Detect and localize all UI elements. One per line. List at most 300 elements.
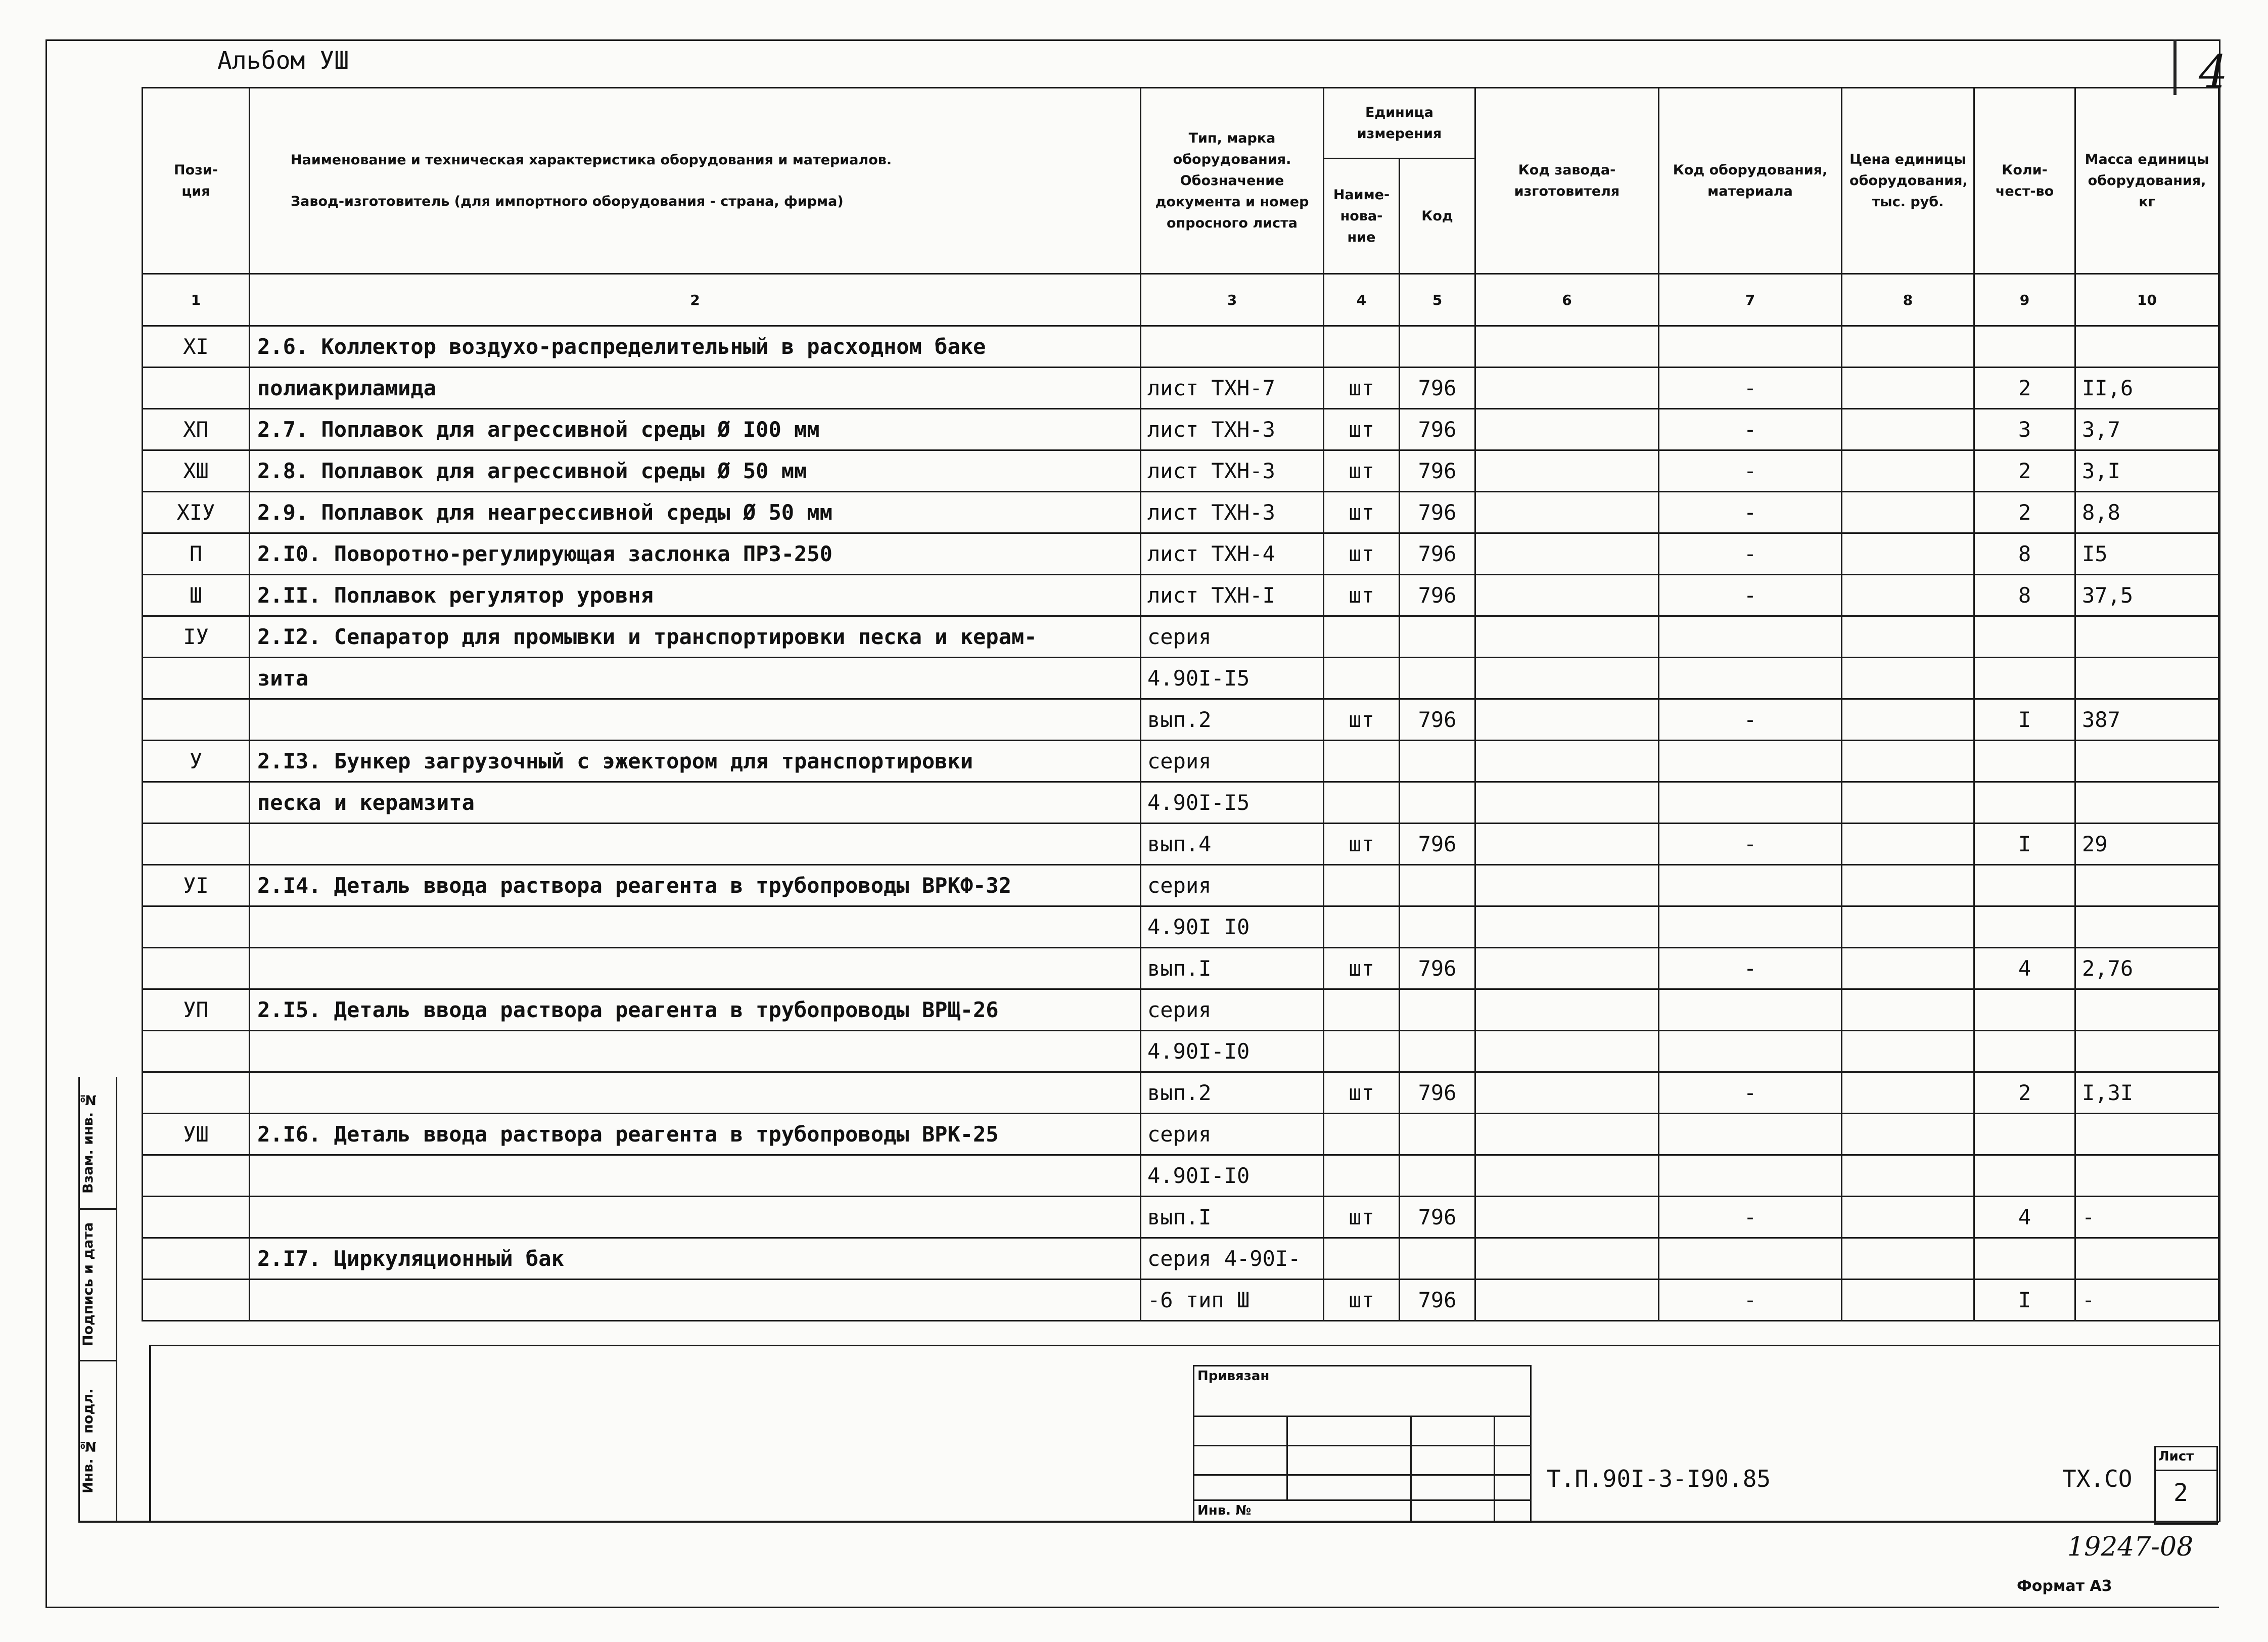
cell-pos: ХШ [143, 450, 250, 492]
frame-bottom [45, 1607, 2219, 1608]
cell-factory [1475, 741, 1659, 782]
cell-factory [1475, 824, 1659, 865]
side-signature-date-label: Подпись и дата [80, 1222, 96, 1346]
cell-mass: 37,5 [2075, 575, 2219, 616]
cell-equip [1659, 989, 1842, 1031]
cell-name: 2.I2. Сепаратор для промывки и транспортировки песка и керам- [250, 616, 1141, 658]
cell-code: 796 [1400, 409, 1475, 450]
cell-qty [1974, 865, 2075, 906]
cell-mass [2075, 1031, 2219, 1072]
cell-price [1842, 409, 1974, 450]
cell-equip [1659, 326, 1842, 368]
cell-code [1400, 1031, 1475, 1072]
column-number: 1 [143, 274, 250, 326]
cell-factory [1475, 533, 1659, 575]
header-price: Цена единицы оборудования, тыс. руб. [1842, 88, 1974, 274]
cell-price [1842, 533, 1974, 575]
cell-name [250, 1031, 1141, 1072]
cell-code [1400, 989, 1475, 1031]
cell-factory [1475, 1238, 1659, 1280]
cell-name [250, 1197, 1141, 1238]
cell-code: 796 [1400, 824, 1475, 865]
cell-price [1842, 865, 1974, 906]
cell-factory [1475, 492, 1659, 533]
side-replaced-inv-label: Взам. инв. № [80, 1091, 96, 1194]
cell-mass [2075, 616, 2219, 658]
cell-price [1842, 616, 1974, 658]
album-title: Альбом УШ [217, 47, 349, 75]
cell-qty: 4 [1974, 1197, 2075, 1238]
cell-name [250, 906, 1141, 948]
cell-factory [1475, 989, 1659, 1031]
table-row [143, 533, 2219, 575]
cell-price [1842, 492, 1974, 533]
cell-price [1842, 1155, 1974, 1197]
cell-price [1842, 1197, 1974, 1238]
cell-price [1842, 741, 1974, 782]
stamp-inv-label: Инв. № [1194, 1500, 1411, 1523]
cell-code [1400, 1114, 1475, 1155]
cell-mass [2075, 782, 2219, 824]
inner-frame-divider [149, 1345, 2219, 1346]
cell-price [1842, 450, 1974, 492]
header-mass: Масса единицы оборудования, кг [2075, 88, 2219, 274]
frame-top [45, 39, 2219, 41]
cell-mass: 3,7 [2075, 409, 2219, 450]
cell-pos: XI [143, 326, 250, 368]
cell-price [1842, 699, 1974, 741]
cell-equip: - [1659, 409, 1842, 450]
cell-name [250, 1072, 1141, 1114]
cell-unit: шт [1324, 1197, 1400, 1238]
cell-type: лист ТХН-4 [1141, 533, 1324, 575]
cell-name: 2.I0. Поворотно-регулирующая заслонка ПРЗ-250 [250, 533, 1141, 575]
cell-factory [1475, 1031, 1659, 1072]
cell-unit [1324, 741, 1400, 782]
cell-mass [2075, 1155, 2219, 1197]
cell-name [250, 824, 1141, 865]
header-name [250, 88, 1141, 274]
cell-code: 796 [1400, 533, 1475, 575]
cell-type: вып.4 [1141, 824, 1324, 865]
header-name-line1: Наименование и техническая характеристика оборудования и материалов. [291, 152, 892, 168]
cell-qty [1974, 1114, 2075, 1155]
table-row [143, 1072, 2219, 1114]
cell-qty [1974, 782, 2075, 824]
cell-unit [1324, 989, 1400, 1031]
cell-qty [1974, 1031, 2075, 1072]
page-corner-number: 4 [2199, 45, 2228, 99]
cell-factory [1475, 1280, 1659, 1321]
cell-code: 796 [1400, 1197, 1475, 1238]
cell-price [1842, 824, 1974, 865]
cell-qty: 2 [1974, 1072, 2075, 1114]
cell-pos [143, 1031, 250, 1072]
cell-mass [2075, 1114, 2219, 1155]
cell-code [1400, 616, 1475, 658]
table-row [143, 741, 2219, 782]
cell-name: 2.I5. Деталь ввода раствора реагента в трубопроводы ВРЩ-26 [250, 989, 1141, 1031]
cell-price [1842, 1031, 1974, 1072]
cell-pos: УШ [143, 1114, 250, 1155]
cell-type: лист ТХН-3 [1141, 492, 1324, 533]
header-unit-name: Наиме-нова-ние [1324, 159, 1400, 274]
cell-qty [1974, 326, 2075, 368]
cell-qty [1974, 658, 2075, 699]
cell-name: песка и керамзита [250, 782, 1141, 824]
cell-mass: 2,76 [2075, 948, 2219, 989]
cell-pos [143, 1072, 250, 1114]
frame-left [45, 39, 47, 1607]
cell-type: серия [1141, 741, 1324, 782]
cell-pos [143, 1280, 250, 1321]
header-type: Тип, марка оборудования. Обозначение документа и номер опросного листа [1141, 88, 1324, 274]
cell-qty: 4 [1974, 948, 2075, 989]
approval-stamp [1193, 1365, 1532, 1522]
cell-pos: XIУ [143, 492, 250, 533]
cell-type: серия [1141, 616, 1324, 658]
inventory-number: 19247-08 [2067, 1532, 2194, 1562]
cell-code [1400, 326, 1475, 368]
cell-pos: УП [143, 989, 250, 1031]
cell-name [250, 1280, 1141, 1321]
cell-type: 4.90I-I5 [1141, 782, 1324, 824]
cell-equip: - [1659, 1197, 1842, 1238]
cell-qty: I [1974, 699, 2075, 741]
cell-name: 2.II. Поплавок регулятор уровня [250, 575, 1141, 616]
cell-mass [2075, 1238, 2219, 1280]
table-row [143, 1114, 2219, 1155]
cell-pos [143, 824, 250, 865]
table-row [143, 1197, 2219, 1238]
header-name-line2: Завод-изготовитель (для импортного оборудования - страна, фирма) [291, 193, 844, 209]
side-original-inv-label: Инв. № подл. [80, 1388, 96, 1493]
cell-pos [143, 782, 250, 824]
column-number: 4 [1324, 274, 1400, 326]
cell-name [250, 948, 1141, 989]
cell-qty: 2 [1974, 492, 2075, 533]
cell-code [1400, 1155, 1475, 1197]
cell-unit: шт [1324, 450, 1400, 492]
table-row [143, 906, 2219, 948]
sheet-number: 2 [2173, 1479, 2188, 1507]
cell-pos [143, 906, 250, 948]
cell-mass: - [2075, 1280, 2219, 1321]
cell-code [1400, 741, 1475, 782]
cell-equip: - [1659, 1280, 1842, 1321]
header-factory-code: Код завода-изготовителя [1475, 88, 1659, 274]
cell-name: 2.I6. Деталь ввода раствора реагента в трубопроводы ВРК-25 [250, 1114, 1141, 1155]
cell-code: 796 [1400, 1280, 1475, 1321]
cell-mass [2075, 326, 2219, 368]
cell-price [1842, 782, 1974, 824]
table-row [143, 1238, 2219, 1280]
cell-code: 796 [1400, 1072, 1475, 1114]
cell-price [1842, 1114, 1974, 1155]
cell-unit: шт [1324, 409, 1400, 450]
sheet-mark: ТХ.СО [2062, 1465, 2133, 1492]
cell-code: 796 [1400, 575, 1475, 616]
cell-factory [1475, 865, 1659, 906]
table-row [143, 409, 2219, 450]
cell-pos: ХП [143, 409, 250, 450]
cell-equip [1659, 865, 1842, 906]
table-row [143, 1155, 2219, 1197]
cell-factory [1475, 409, 1659, 450]
column-number: 6 [1475, 274, 1659, 326]
cell-factory [1475, 368, 1659, 409]
cell-mass [2075, 741, 2219, 782]
cell-unit [1324, 1031, 1400, 1072]
sheet-label: Лист [2158, 1449, 2194, 1464]
cell-mass: I,3I [2075, 1072, 2219, 1114]
cell-unit: шт [1324, 575, 1400, 616]
cell-equip [1659, 1155, 1842, 1197]
cell-qty: 2 [1974, 368, 2075, 409]
cell-pos [143, 1155, 250, 1197]
cell-factory [1475, 1155, 1659, 1197]
header-quantity: Коли-чест-во [1974, 88, 2075, 274]
cell-pos: У [143, 741, 250, 782]
cell-code: 796 [1400, 450, 1475, 492]
cell-type: вып.2 [1141, 1072, 1324, 1114]
cell-unit [1324, 616, 1400, 658]
cell-type: вып.I [1141, 1197, 1324, 1238]
table-row [143, 492, 2219, 533]
cell-mass [2075, 865, 2219, 906]
cell-pos [143, 658, 250, 699]
cell-type: вып.I [1141, 948, 1324, 989]
cell-factory [1475, 906, 1659, 948]
cell-price [1842, 1280, 1974, 1321]
cell-name [250, 699, 1141, 741]
cell-unit: шт [1324, 1280, 1400, 1321]
cell-factory [1475, 699, 1659, 741]
cell-equip [1659, 1031, 1842, 1072]
cell-code: 796 [1400, 699, 1475, 741]
cell-unit: шт [1324, 948, 1400, 989]
cell-name: полиакриламида [250, 368, 1141, 409]
cell-name: 2.I7. Циркуляционный бак [250, 1238, 1141, 1280]
cell-code: 796 [1400, 492, 1475, 533]
cell-code [1400, 658, 1475, 699]
cell-pos: IУ [143, 616, 250, 658]
table-row [143, 824, 2219, 865]
cell-price [1842, 948, 1974, 989]
cell-name: 2.6. Коллектор воздухо-распределительный в расходном баке [250, 326, 1141, 368]
cell-mass: II,6 [2075, 368, 2219, 409]
cell-mass [2075, 989, 2219, 1031]
cell-qty: 2 [1974, 450, 2075, 492]
cell-price [1842, 658, 1974, 699]
cell-factory [1475, 1114, 1659, 1155]
column-number: 9 [1974, 274, 2075, 326]
cell-type: лист ТХН-7 [1141, 368, 1324, 409]
cell-factory [1475, 1197, 1659, 1238]
cell-qty [1974, 1238, 2075, 1280]
cell-unit [1324, 326, 1400, 368]
cell-unit: шт [1324, 533, 1400, 575]
table-row [143, 575, 2219, 616]
table-row [143, 782, 2219, 824]
cell-equip: - [1659, 450, 1842, 492]
cell-unit [1324, 906, 1400, 948]
cell-factory [1475, 658, 1659, 699]
cell-code: 796 [1400, 948, 1475, 989]
table-row [143, 699, 2219, 741]
cell-code: 796 [1400, 368, 1475, 409]
cell-type [1141, 326, 1324, 368]
cell-type: серия [1141, 989, 1324, 1031]
cell-equip: - [1659, 1072, 1842, 1114]
cell-factory [1475, 575, 1659, 616]
cell-code [1400, 1238, 1475, 1280]
cell-pos [143, 1238, 250, 1280]
cell-price [1842, 906, 1974, 948]
cell-type: лист ТХН-3 [1141, 450, 1324, 492]
table-row [143, 865, 2219, 906]
cell-name: 2.9. Поплавок для неагрессивной среды Ø 50 мм [250, 492, 1141, 533]
document-code: Т.П.90I-3-I90.85 [1547, 1465, 1771, 1492]
cell-type: лист ТХН-I [1141, 575, 1324, 616]
table-row [143, 1031, 2219, 1072]
table-row [143, 450, 2219, 492]
stamp-bound-label: Привязан [1194, 1366, 1531, 1417]
format-label: Формат А3 [2017, 1577, 2112, 1595]
cell-unit: шт [1324, 824, 1400, 865]
cell-unit: шт [1324, 368, 1400, 409]
cell-equip: - [1659, 492, 1842, 533]
table-row [143, 989, 2219, 1031]
cell-price [1842, 1238, 1974, 1280]
column-number: 3 [1141, 274, 1324, 326]
cell-qty [1974, 616, 2075, 658]
column-number: 2 [250, 274, 1141, 326]
table-row [143, 1280, 2219, 1321]
cell-mass: 387 [2075, 699, 2219, 741]
cell-type: серия [1141, 1114, 1324, 1155]
cell-type: серия [1141, 865, 1324, 906]
cell-unit [1324, 782, 1400, 824]
specification-table [142, 87, 2219, 1321]
cell-pos [143, 368, 250, 409]
cell-mass: 3,I [2075, 450, 2219, 492]
cell-unit [1324, 1155, 1400, 1197]
cell-unit: шт [1324, 492, 1400, 533]
cell-type: 4.90I-I5 [1141, 658, 1324, 699]
column-number-row [143, 274, 2219, 326]
table-row [143, 326, 2219, 368]
cell-unit: шт [1324, 1072, 1400, 1114]
cell-code [1400, 782, 1475, 824]
cell-name: 2.7. Поплавок для агрессивной среды Ø I00 мм [250, 409, 1141, 450]
cell-factory [1475, 948, 1659, 989]
table-row [143, 368, 2219, 409]
cell-name: 2.I4. Деталь ввода раствора реагента в трубопроводы ВРКФ-32 [250, 865, 1141, 906]
cell-type: серия 4-90I- [1141, 1238, 1324, 1280]
cell-code [1400, 906, 1475, 948]
cell-equip: - [1659, 575, 1842, 616]
cell-name: 2.8. Поплавок для агрессивной среды Ø 50 мм [250, 450, 1141, 492]
cell-qty: 8 [1974, 533, 2075, 575]
cell-qty: 3 [1974, 409, 2075, 450]
cell-unit: шт [1324, 699, 1400, 741]
cell-unit [1324, 1114, 1400, 1155]
cell-type: вып.2 [1141, 699, 1324, 741]
column-number: 10 [2075, 274, 2219, 326]
cell-pos: УI [143, 865, 250, 906]
cell-qty [1974, 906, 2075, 948]
cell-factory [1475, 326, 1659, 368]
cell-type: лист ТХН-3 [1141, 409, 1324, 450]
table-row [143, 948, 2219, 989]
cell-pos: П [143, 533, 250, 575]
side-stamp [78, 1077, 149, 1522]
cell-qty: I [1974, 1280, 2075, 1321]
cell-type: -6 тип Ш [1141, 1280, 1324, 1321]
cell-type: 4.90I I0 [1141, 906, 1324, 948]
cell-qty: I [1974, 824, 2075, 865]
cell-mass [2075, 906, 2219, 948]
cell-price [1842, 1072, 1974, 1114]
column-number: 5 [1400, 274, 1475, 326]
cell-unit [1324, 1238, 1400, 1280]
inner-frame-left [149, 1345, 151, 1522]
header-equipment-code: Код оборудования, материала [1659, 88, 1842, 274]
cell-equip: - [1659, 699, 1842, 741]
cell-qty [1974, 741, 2075, 782]
cell-factory [1475, 616, 1659, 658]
cell-price [1842, 326, 1974, 368]
cell-equip: - [1659, 533, 1842, 575]
cell-price [1842, 368, 1974, 409]
cell-unit [1324, 865, 1400, 906]
cell-mass: 29 [2075, 824, 2219, 865]
cell-mass: 8,8 [2075, 492, 2219, 533]
cell-price [1842, 575, 1974, 616]
cell-unit [1324, 658, 1400, 699]
cell-factory [1475, 1072, 1659, 1114]
table-row [143, 616, 2219, 658]
cell-equip [1659, 1114, 1842, 1155]
cell-pos: Ш [143, 575, 250, 616]
cell-name [250, 1155, 1141, 1197]
cell-mass: I5 [2075, 533, 2219, 575]
cell-factory [1475, 450, 1659, 492]
cell-equip [1659, 658, 1842, 699]
cell-type: 4.90I-I0 [1141, 1031, 1324, 1072]
cell-price [1842, 989, 1974, 1031]
cell-equip: - [1659, 368, 1842, 409]
cell-mass [2075, 658, 2219, 699]
cell-pos [143, 699, 250, 741]
cell-type: 4.90I-I0 [1141, 1155, 1324, 1197]
cell-equip [1659, 741, 1842, 782]
cell-equip [1659, 616, 1842, 658]
cell-qty [1974, 989, 2075, 1031]
header-unit-group: Единица измерения [1324, 88, 1475, 159]
column-number: 7 [1659, 274, 1842, 326]
cell-qty [1974, 1155, 2075, 1197]
cell-equip: - [1659, 824, 1842, 865]
cell-equip [1659, 1238, 1842, 1280]
inner-frame-bottom [78, 1521, 2219, 1523]
header-position: Пози- ция [143, 88, 250, 274]
header-unit-code: Код [1400, 159, 1475, 274]
cell-name: зита [250, 658, 1141, 699]
cell-equip: - [1659, 948, 1842, 989]
column-number: 8 [1842, 274, 1974, 326]
